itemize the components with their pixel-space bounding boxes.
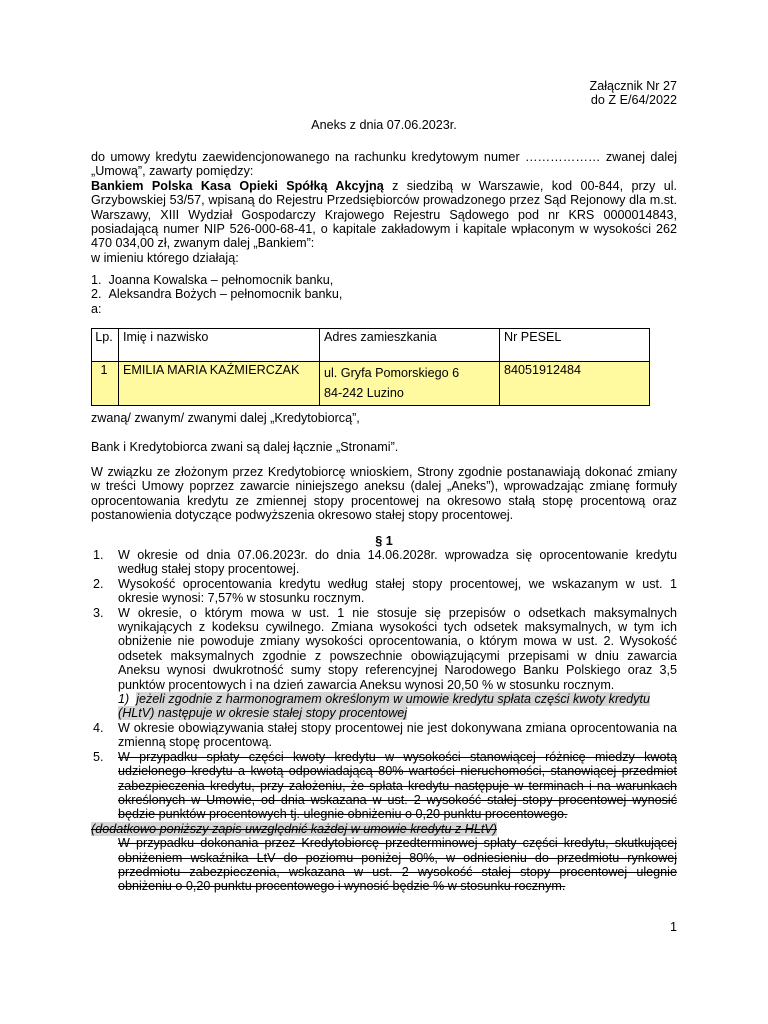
annex-number: Załącznik Nr 27 xyxy=(589,79,677,93)
subitem-number: 1) xyxy=(118,692,130,707)
preamble: W związku ze złożonym przez Kredytobiorcę wnioskiem, Strony zgodnie postanawiają dokonać zmiany w treści Umowy poprzez zawarcie niniejszego aneksu (dalej „Aneks”), wprowadzając zmianę formuły oprocentowania kredytu ze zmiennej stopy procentowej na okresowo stałą stopę procentową oraz postanowienia dotyczące podwyższenia okresowo stałej stopy procentowej. xyxy=(91,465,677,523)
section-items xyxy=(91,548,677,894)
bank-name: Bankiem Polska Kasa Opieki Spółką Akcyjną xyxy=(91,178,384,193)
acting-on-behalf: w imieniu którego działają: xyxy=(91,250,239,265)
section-heading: § 1 xyxy=(375,534,393,548)
list-item: 4. W okresie obowiązywania stałej stopy procentowej nie jest dokonywana zmiana oprocentowania na zmienną stopę procentową. xyxy=(93,720,677,750)
annex-reference xyxy=(590,79,678,108)
struck-list-item: W przypadku dokonania przez Kredytobiorcę przedterminowej spłaty części kredytu, skutkującej obniżeniem wskaźnika LtV do poziomu poniżej 80%, w odniesieniu do przedmiotu rynkowej przedmiotu zabezpieczenia, wskazana w ust. 2 wysokość stałej stopy procentowej ulegnie obniżeniu o 0,20 punktu procentowego i wynosić będzie % w stosunku rocznym. xyxy=(118,836,677,894)
contract-intro xyxy=(91,150,677,265)
bank-details: z siedzibą w Warszawie, kod 00-844, przy ul. Grzybowskiej 53/57, wpisaną do Rejestru Przedsiębiorców prowadzonego przez Sąd Rejonowy dla m.st. Warszawy, XIII Wydział Gospodarczy Krajowego Rejestru Sądowego pod nr KRS 0000014843, posiadającą numer NIP 526-000-68-41, o kapitale zakładowym i kapitale wpłaconym w wysokości 262 470 034,00 zł, zwanym dalej „Bankiem”: xyxy=(91,178,678,251)
struck-list-item: 5. W przypadku spłaty części kwoty kredytu w wysokości stanowiącej różnicę miedzy kwotą udzielonego kredytu a kwotą odpowiadającą 80% wartości nieruchomości, stanowiącej przedmiot zabezpieczenia kredytu, przy założeniu, że spłata kredytu następuje w terminach i na warunkach określonych w Umowie, od dnia wskazana w ust. 2 wysokość stałej stopy procentowej wynosić będzie punktów procentowych tj. ulegnie obniżeniu o 0,20 punktu procentowego. xyxy=(93,749,677,822)
struck-note: (dodatkowo poniższy zapis uwzględnić każdej w umowie kredytu z HLtV) xyxy=(91,821,497,836)
parties-label: Bank i Kredytobiorca zwani są dalej łącznie „Stronami”. xyxy=(91,440,399,454)
cell-name: EMILIA MARIA KAŹMIERCZAK xyxy=(119,362,320,406)
table-row xyxy=(92,362,650,406)
cell-lp: 1 xyxy=(92,362,119,406)
cell-pesel: 84051912484 xyxy=(500,362,650,406)
list-item: 3. W okresie, o którym mowa w ust. 1 nie stosuje się przepisów o odsetkach maksymalnych wynikających z kodeksu cywilnego. Zmiana wysokości tych odsetek maksymalnych, w tym ich obniżenie nie powoduje zmiany wysokości oprocentowania, o którym mowa w ust. 2. Wysokość odsetek maksymalnych zgodnie z powszechnie obowiązującymi przepisami w dniu zawarcia Aneksu wynosi dwukrotność sumy stopy referencyjnej Narodowego Banku Polskiego oraz 3,5 punktów procentowych i na dzień zawarcia Aneksu wynosi 20,50 % w stosunku rocznym. xyxy=(93,605,677,692)
representative-item: 1. Joanna Kowalska – pełnomocnik banku, xyxy=(91,273,334,287)
representatives-list xyxy=(91,273,342,316)
representative-item: 2. Aleksandra Bożych – pełnomocnik banku, xyxy=(91,287,343,302)
header-pesel: Nr PESEL xyxy=(500,329,650,362)
and-label: a: xyxy=(91,301,102,316)
header-name: Imię i nazwisko xyxy=(119,329,320,362)
document-title: Aneks z dnia 07.06.2023r. xyxy=(311,118,457,132)
header-address: Adres zamieszkania xyxy=(320,329,500,362)
representative-name: Joanna Kowalska – pełnomocnik banku, xyxy=(108,273,334,287)
borrower-label: zwaną/ zwanym/ zwanymi dalej „Kredytobiorcą”, xyxy=(91,411,360,425)
list-item: 2. Wysokość oprocentowania kredytu według stałej stopy procentowej, we wskazanym w ust. 1 okresie wynosi: 7,57% w stosunku rocznym. xyxy=(93,576,677,606)
representative-name: Aleksandra Bożych – pełnomocnik banku, xyxy=(108,287,343,302)
table-header-row xyxy=(92,329,650,362)
intro-paragraph: do umowy kredytu zaewidencjonowanego na rachunku kredytowym numer ……………… zwanej dalej „Umową”, zawarty pomiędzy: xyxy=(91,150,677,179)
annex-order-ref: do Z E/64/2022 xyxy=(590,93,677,108)
borrower-table xyxy=(91,328,650,406)
page-number: 1 xyxy=(669,920,677,934)
subitem-text: jeżeli zgodnie z harmonogramem określonym w umowie kredytu spłata części kwoty kredytu xyxy=(136,692,650,707)
header-lp: Lp. xyxy=(92,329,119,362)
list-item: 1. W okresie od dnia 07.06.2023r. do dnia 14.06.2028r. wprowadza się oprocentowanie kredytu według stałej stopy procentowej. xyxy=(93,548,677,577)
bank-description xyxy=(91,179,677,251)
subitem-text: (HLtV) następuje w okresie stałej stopy procentowej xyxy=(118,706,408,721)
highlighted-subitem xyxy=(91,692,677,721)
cell-address: ul. Gryfa Pomorskiego 6 84-242 Luzino xyxy=(320,362,500,406)
